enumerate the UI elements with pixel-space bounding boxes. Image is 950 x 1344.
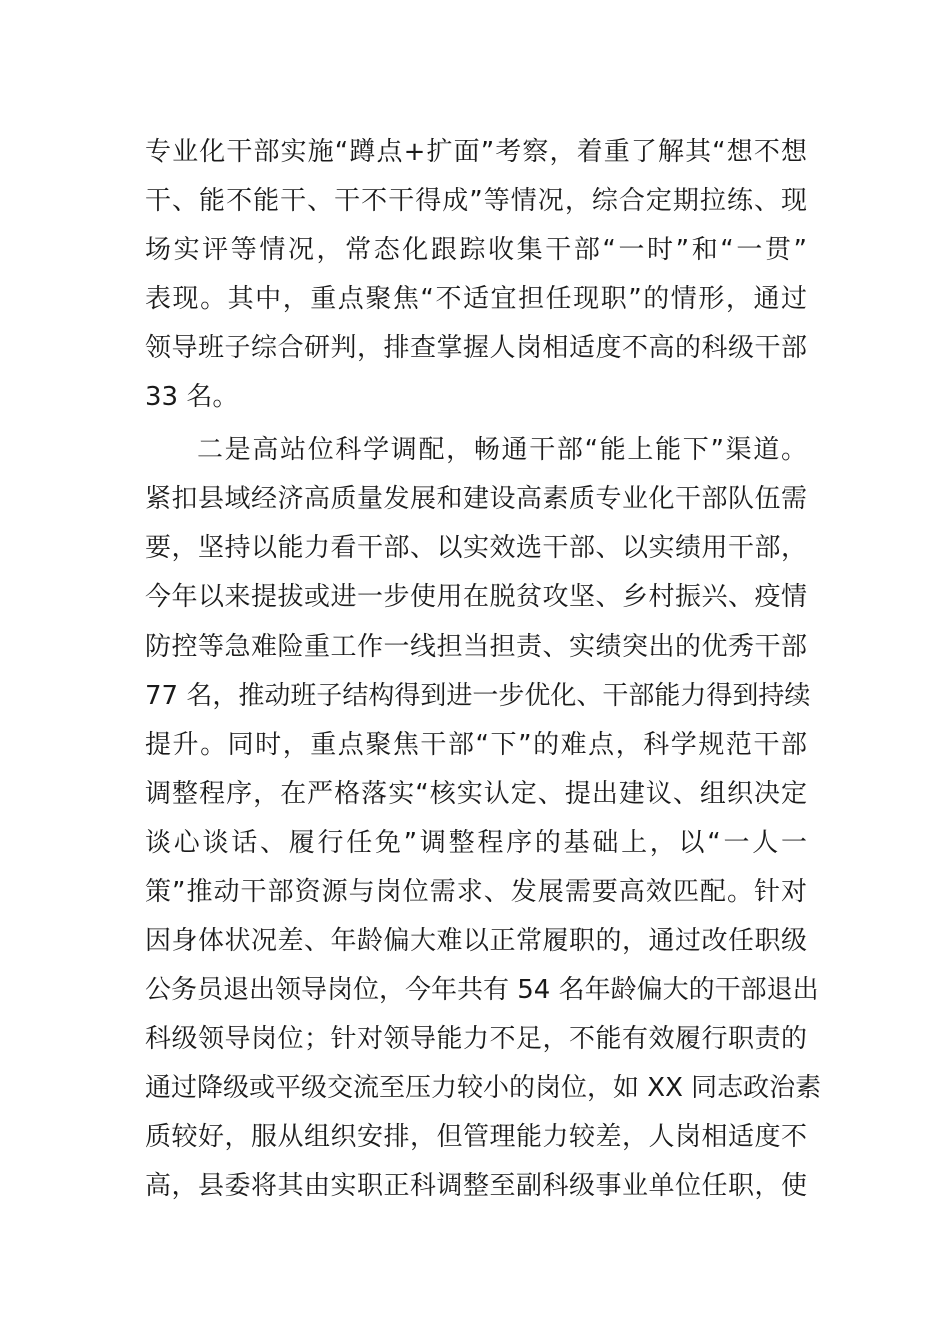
text-line: 调整程序，在严格落实“核实认定、提出建议、组织决定 [145, 779, 807, 809]
text-line: 质较好，服从组织安排，但管理能力较差，人岗相适度不 [145, 1122, 807, 1152]
text-line: 科级领导岗位；针对领导能力不足，不能有效履行职责的 [145, 1024, 807, 1054]
text-line: 因身体状况差、年龄偏大难以正常履职的，通过改任职级 [145, 926, 807, 956]
text-line: 防控等急难险重工作一线担当担责、实绩突出的优秀干部 [145, 632, 807, 662]
text-line: 专业化干部实施“蹲点+扩面”考察，着重了解其“想不想 [145, 137, 807, 167]
text-line: 提升。同时，重点聚焦干部“下”的难点，科学规范干部 [145, 730, 807, 760]
text-line: 高，县委将其由实职正科调整至副科级事业单位任职，使 [145, 1171, 807, 1201]
text-line: 谈心谈话、履行任免”调整程序的基础上，以“一人一 [145, 828, 807, 858]
text-line: 公务员退出领导岗位，今年共有 54 名年龄偏大的干部退出 [145, 975, 819, 1005]
text-line: 要，坚持以能力看干部、以实效选干部、以实绩用干部， [145, 533, 807, 563]
paragraph-heading-line: 二是高站位科学调配，畅通干部“能上能下”渠道。 [197, 435, 807, 465]
text-line: 场实评等情况，常态化跟踪收集干部“一时”和“一贯” [145, 235, 807, 265]
text-line: 今年以来提拔或进一步使用在脱贫攻坚、乡村振兴、疫情 [145, 582, 807, 612]
text-line: 表现。其中，重点聚焦“不适宜担任现职”的情形，通过 [145, 284, 807, 314]
text-line: 干、能不能干、干不干得成”等情况，综合定期拉练、现 [145, 186, 807, 216]
text-line: 33 名。 [145, 382, 239, 412]
text-line: 紧扣县域经济高质量发展和建设高素质专业化干部队伍需 [145, 484, 807, 514]
text-line: 通过降级或平级交流至压力较小的岗位，如 XX 同志政治素 [145, 1073, 822, 1103]
text-line: 策”推动干部资源与岗位需求、发展需要高效匹配。针对 [145, 877, 807, 907]
text-line: 77 名，推动班子结构得到进一步优化、干部能力得到持续 [145, 681, 811, 711]
text-line: 领导班子综合研判，排查掌握人岗相适度不高的科级干部 [145, 333, 807, 363]
